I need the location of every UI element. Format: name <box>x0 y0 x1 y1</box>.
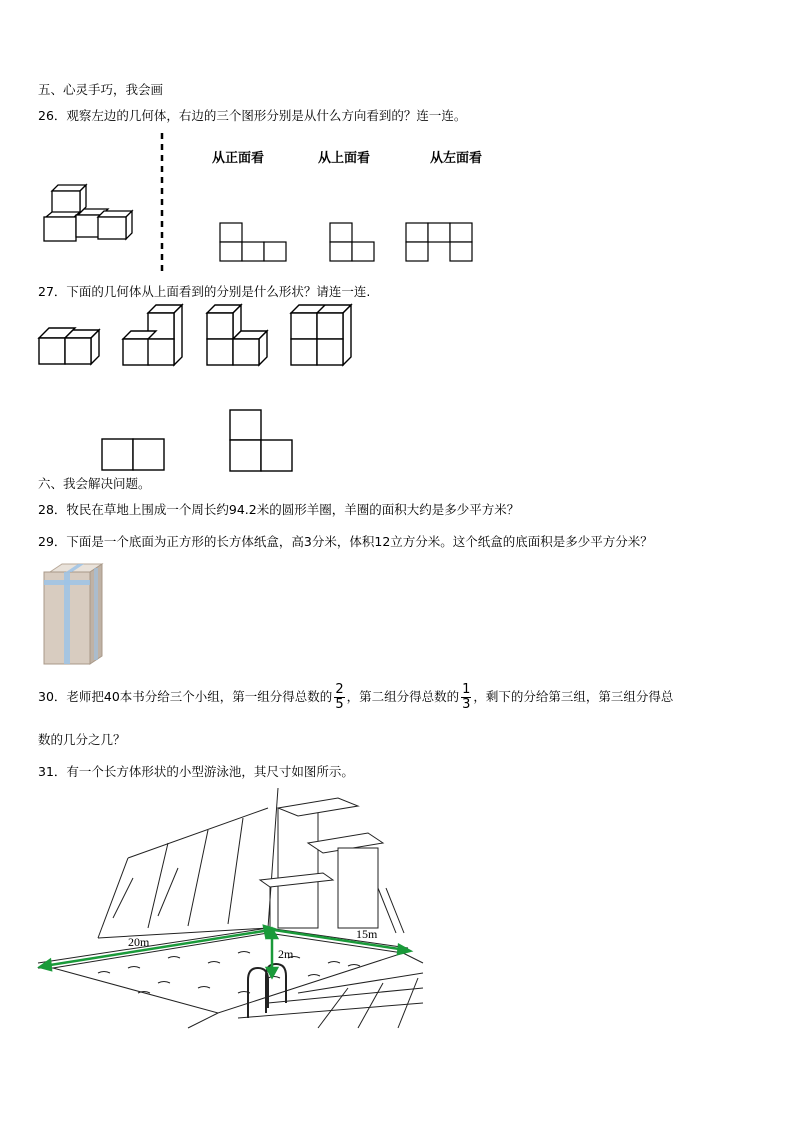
length-label: 20m <box>128 935 150 949</box>
q27-solid-1 <box>38 322 102 366</box>
question-26-text: 26．观察左边的几何体，右边的三个图形分别是从什么方向看到的？连一连。 <box>38 108 467 123</box>
section-6-title: 六、我会解决问题。 <box>38 476 151 491</box>
paper-box-image <box>40 560 108 670</box>
q26-dashed-divider <box>160 133 164 273</box>
q26-view-shape-1 <box>219 222 287 262</box>
q27-solid-4 <box>290 305 352 367</box>
view-label-top: 从上面看 <box>318 151 371 166</box>
q27-top-view-shape-1 <box>101 438 165 471</box>
q27-solid-2 <box>122 305 184 367</box>
q26-solid-figure <box>40 185 145 250</box>
fraction-one-third: $\frac{1}{3}$ <box>462 682 471 712</box>
depth-label: 2m <box>278 947 294 961</box>
question-30-line-1 <box>38 683 673 712</box>
q30-part-1: 30．老师把40本书分给三个小组，第一组分得总数的 <box>38 689 333 704</box>
question-28-text: 28．牧民在草地上围成一个周长约94.2米的圆形羊圈，羊圈的面积大约是多少平方米？ <box>38 502 520 517</box>
q27-top-view-shape-2 <box>229 409 293 472</box>
q26-view-shape-2 <box>329 222 375 262</box>
question-27-text: 27．下面的几何体从上面看到的分别是什么形状？请连一连. <box>38 284 371 299</box>
question-29-text: 29．下面是一个底面为正方形的长方体纸盒，高3分米，体积12立方分米。这个纸盒的底面积是多少平方分米？ <box>38 534 653 549</box>
width-label: 15m <box>356 927 378 941</box>
fraction-two-fifths: $\frac{2}{5}$ <box>335 682 344 712</box>
swimming-pool-illustration <box>38 788 423 1028</box>
q30-part-3: ，剩下的分给第三组，第三组分得总 <box>473 689 674 704</box>
q27-solid-3 <box>206 305 268 367</box>
question-30-line-2: 数的几分之几？ <box>38 732 126 747</box>
section-5-title: 五、心灵手巧，我会画 <box>38 82 164 97</box>
view-label-left: 从左面看 <box>430 151 483 166</box>
question-31-text: 31．有一个长方体形状的小型游泳池，其尺寸如图所示。 <box>38 764 354 779</box>
view-label-front: 从正面看 <box>212 151 265 166</box>
q26-view-shape-3 <box>405 222 473 262</box>
q30-part-2: ，第二组分得总数的 <box>346 689 460 704</box>
